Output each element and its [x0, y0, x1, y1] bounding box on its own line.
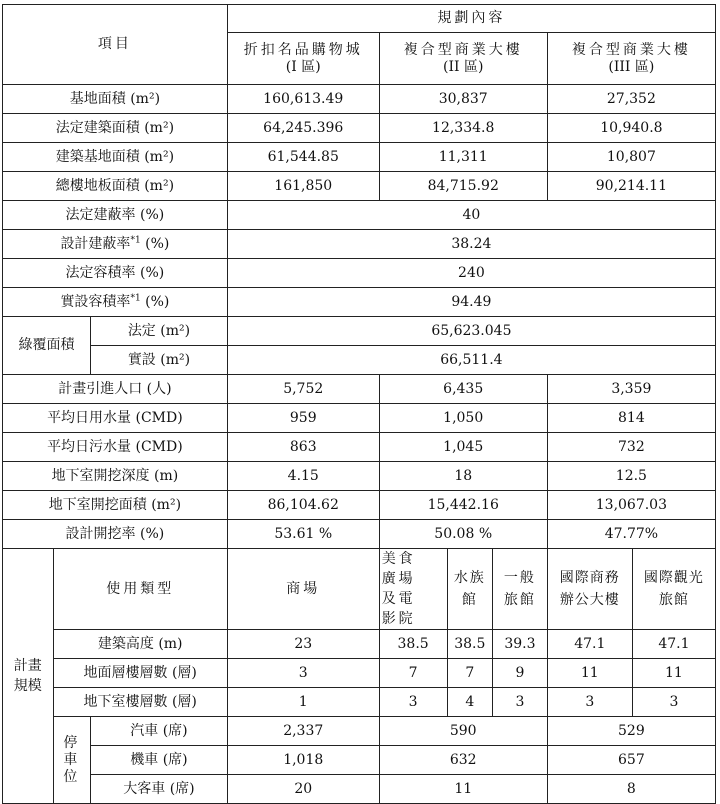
label-text: 實設容積率 — [60, 293, 131, 310]
row-label: 地下室開挖深度 (m) — [3, 462, 228, 491]
table-row — [3, 746, 716, 775]
cell-zone-1: 53.61 % — [227, 520, 379, 549]
table-row — [3, 346, 716, 375]
type-cell: 38.5 — [379, 630, 447, 659]
cell-zone-3: 732 — [547, 433, 715, 462]
table-row — [3, 520, 716, 549]
table-row — [3, 201, 716, 230]
row-label: 地面層樓層數 (層) — [53, 659, 227, 688]
row-label: 總樓地板面積 (m²) — [3, 172, 228, 201]
table-row — [3, 259, 716, 288]
row-label: 平均日污水量 (CMD) — [3, 433, 228, 462]
row-label — [3, 288, 228, 317]
cell-zone-2: 18 — [379, 462, 547, 491]
cell-zone-2: 12,334.8 — [379, 114, 547, 143]
use-type-text: 一般旅館 — [503, 570, 536, 608]
type-cell: 39.3 — [493, 630, 548, 659]
use-type-text: 國際商務辦公大樓 — [559, 570, 620, 608]
table-row — [3, 85, 716, 114]
use-type-text: 水族館 — [453, 570, 486, 608]
table-row — [3, 775, 716, 804]
cell-zone-3: 657 — [547, 746, 715, 775]
table-row — [3, 143, 716, 172]
zone-3-label: (III 區) — [608, 58, 655, 75]
cell-zone-2: 590 — [379, 717, 547, 746]
cell-zone-3: 10,807 — [547, 143, 715, 172]
zone-2-name: 複合型商業大樓 — [403, 41, 523, 58]
type-cell: 3 — [632, 688, 715, 717]
type-cell: 3 — [379, 688, 447, 717]
table-row — [3, 230, 716, 259]
cell-all-zones: 240 — [227, 259, 715, 288]
type-cell: 11 — [547, 659, 632, 688]
cell-zone-3: 90,214.11 — [547, 172, 715, 201]
cell-zone-3: 8 — [547, 775, 715, 804]
type-cell: 9 — [493, 659, 548, 688]
type-cell: 7 — [379, 659, 447, 688]
cell-zone-3: 13,067.03 — [547, 491, 715, 520]
use-type-cell — [632, 549, 715, 630]
cell-zone-1: 64,245.396 — [227, 114, 379, 143]
row-label: 法定建築面積 (m²) — [3, 114, 228, 143]
cell-zone-2: 84,715.92 — [379, 172, 547, 201]
use-type-text: 國際觀光旅館 — [643, 570, 704, 608]
cell-zone-3: 3,359 — [547, 375, 715, 404]
row-label: 機車 (席) — [91, 746, 228, 775]
cell-zone-2: 1,045 — [379, 433, 547, 462]
table-row — [3, 288, 716, 317]
header-item: 項目 — [3, 5, 228, 85]
row-label: 大客車 (席) — [91, 775, 228, 804]
label-unit: (%) — [140, 293, 170, 310]
row-label: 基地面積 (m²) — [3, 85, 228, 114]
cell-zone-3: 10,940.8 — [547, 114, 715, 143]
use-type-text: 美食廣場及電影院 — [381, 551, 416, 627]
row-label — [3, 230, 228, 259]
cell-all-zones: 94.49 — [227, 288, 715, 317]
row-label: 建築高度 (m) — [53, 630, 227, 659]
type-cell: 38.5 — [447, 630, 493, 659]
type-cell: 47.1 — [632, 630, 715, 659]
cell-zone-1: 959 — [227, 404, 379, 433]
plan-scale-text: 計畫規模 — [13, 658, 42, 694]
table-row — [3, 491, 716, 520]
cell-zone-1: 86,104.62 — [227, 491, 379, 520]
type-cell: 11 — [632, 659, 715, 688]
header-zone-2 — [379, 33, 547, 85]
row-label: 計畫引進人口 (人) — [3, 375, 228, 404]
type-cell: 4 — [447, 688, 493, 717]
table-row — [3, 549, 716, 630]
cell-zone-1: 1,018 — [227, 746, 379, 775]
table-row — [3, 462, 716, 491]
type-cell: 3 — [493, 688, 548, 717]
cell-zone-3: 27,352 — [547, 85, 715, 114]
plan-scale-label — [3, 549, 54, 804]
table-row — [3, 172, 716, 201]
cell-zone-3: 12.5 — [547, 462, 715, 491]
type-cell: 3 — [547, 688, 632, 717]
row-label: 法定建蔽率 (%) — [3, 201, 228, 230]
cell-zone-2: 30,837 — [379, 85, 547, 114]
cell-zone-1: 61,544.85 — [227, 143, 379, 172]
use-type-cell — [379, 549, 447, 630]
type-cell: 1 — [227, 688, 379, 717]
cell-zone-1: 5,752 — [227, 375, 379, 404]
cell-all-zones: 38.24 — [227, 230, 715, 259]
table-row — [3, 404, 716, 433]
type-cell: 3 — [227, 659, 379, 688]
footnote-marker: *1 — [130, 292, 141, 303]
table-row — [3, 114, 716, 143]
row-label: 法定容積率 (%) — [3, 259, 228, 288]
cell-zone-1: 160,613.49 — [227, 85, 379, 114]
cell-zone-1: 161,850 — [227, 172, 379, 201]
cell-zone-1: 20 — [227, 775, 379, 804]
row-label: 地下室樓層數 (層) — [53, 688, 227, 717]
cell-all-zones: 65,623.045 — [227, 317, 715, 346]
label-unit: (%) — [140, 235, 170, 252]
zone-1-label: (I 區) — [285, 58, 321, 75]
cell-zone-2: 50.08 % — [379, 520, 547, 549]
cell-zone-2: 6,435 — [379, 375, 547, 404]
cell-zone-2: 632 — [379, 746, 547, 775]
footnote-marker: *1 — [130, 234, 141, 245]
zone-3-name: 複合型商業大樓 — [571, 41, 691, 58]
table-row — [3, 688, 716, 717]
type-cell: 23 — [227, 630, 379, 659]
header-zone-3 — [547, 33, 715, 85]
cell-all-zones: 40 — [227, 201, 715, 230]
row-label: 汽車 (席) — [91, 717, 228, 746]
cell-zone-1: 2,337 — [227, 717, 379, 746]
cell-zone-2: 1,050 — [379, 404, 547, 433]
cell-all-zones: 66,511.4 — [227, 346, 715, 375]
type-cell: 7 — [447, 659, 493, 688]
row-label: 建築基地面積 (m²) — [3, 143, 228, 172]
label-text: 設計建蔽率 — [60, 235, 131, 252]
use-type-cell — [493, 549, 548, 630]
table-row — [3, 630, 716, 659]
zone-1-name: 折扣名品購物城 — [243, 41, 363, 58]
row-label: 設計開挖率 (%) — [3, 520, 228, 549]
table-row — [3, 375, 716, 404]
use-type-cell — [547, 549, 632, 630]
row-label: 法定 (m²) — [91, 317, 228, 346]
header-zone-1 — [227, 33, 379, 85]
cell-zone-2: 15,442.16 — [379, 491, 547, 520]
table-row — [3, 659, 716, 688]
type-cell: 47.1 — [547, 630, 632, 659]
cell-zone-3: 814 — [547, 404, 715, 433]
row-label: 實設 (m²) — [91, 346, 228, 375]
use-type-label: 使用類型 — [53, 549, 227, 630]
use-type-cell: 商場 — [227, 549, 379, 630]
table-row — [3, 433, 716, 462]
zone-2-label: (II 區) — [443, 58, 484, 75]
header-plan-content: 規劃內容 — [227, 5, 715, 33]
cell-zone-3: 529 — [547, 717, 715, 746]
table-row — [3, 717, 716, 746]
row-label: 地下室開挖面積 (m²) — [3, 491, 228, 520]
parking-label: 停車位 — [53, 717, 90, 804]
cell-zone-2: 11 — [379, 775, 547, 804]
cell-zone-3: 47.77% — [547, 520, 715, 549]
use-type-cell — [447, 549, 493, 630]
cell-zone-1: 4.15 — [227, 462, 379, 491]
table-row — [3, 317, 716, 346]
cell-zone-2: 11,311 — [379, 143, 547, 172]
green-area-label: 綠覆面積 — [3, 317, 91, 375]
row-label: 平均日用水量 (CMD) — [3, 404, 228, 433]
planning-content-table — [2, 4, 716, 804]
cell-zone-1: 863 — [227, 433, 379, 462]
